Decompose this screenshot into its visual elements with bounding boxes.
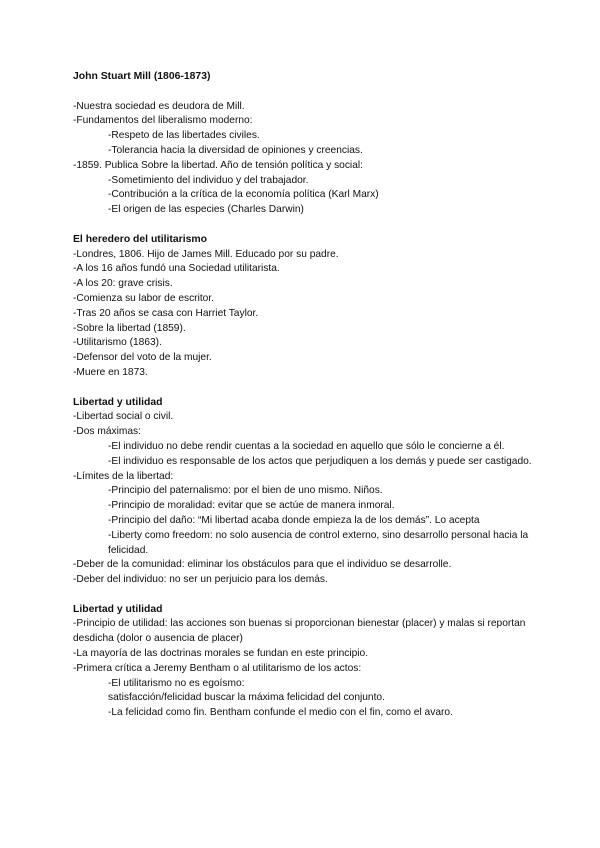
spacer	[73, 85, 533, 100]
libertad1-line-4: -El individuo es responsable de los actos que perjudiquen a los demás y puede ser castigado.	[108, 455, 532, 467]
intro-line-8: -El origen de las especies (Charles Darwin)	[108, 204, 304, 216]
heredero-line-8: -Defensor del voto de la mujer.	[73, 352, 212, 364]
section-heading-heredero: El heredero del utilitarismo	[73, 233, 207, 245]
libertad2-line-6: -La felicidad como fin. Bentham confunde el medio con el fin, como el avaro.	[108, 707, 453, 719]
libertad2-line-3: -Primera crítica a Jeremy Bentham o al utilitarismo de los actos:	[73, 662, 362, 674]
heredero-line-1: -Londres, 1806. Hijo de James Mill. Educado por su padre.	[73, 248, 339, 260]
spacer	[73, 381, 533, 396]
libertad1-line-8: -Principio del daño: “Mi libertad acaba donde empieza la de los demás”. Lo acepta	[108, 514, 480, 526]
libertad1-line-9: -Liberty como freedom: no solo ausencia de control externo, sino desarrollo personal hacia la felicidad.	[108, 529, 529, 556]
spacer	[73, 218, 533, 233]
libertad1-line-6: -Principio del paternalismo: por el bien de uno mismo. Niños.	[108, 485, 383, 497]
libertad2-line-2: -La mayoría de las doctrinas morales se fundan en este principio.	[73, 648, 369, 660]
heredero-line-4: -Comienza su labor de escritor.	[73, 292, 214, 304]
intro-line-7: -Contribución a la crítica de la economía política (Karl Marx)	[108, 189, 379, 201]
libertad1-line-11: -Deber del individuo: no ser un perjuicio para los demás.	[73, 574, 328, 586]
libertad1-line-7: -Principio de moralidad: evitar que se actúe de manera inmoral.	[108, 500, 395, 512]
intro-line-5: -1859. Publica Sobre la libertad. Año de tensión política y social:	[73, 159, 363, 171]
libertad1-line-10: -Deber de la comunidad: eliminar los obstáculos para que el individuo se desarrolle.	[73, 559, 452, 571]
libertad2-line-5: satisfacción/felicidad buscar la máxima felicidad del conjunto.	[108, 692, 385, 704]
intro-line-6: -Sometimiento del individuo y del trabajador.	[108, 174, 309, 186]
libertad1-line-2: -Dos máximas:	[73, 426, 141, 438]
heredero-line-3: -A los 20: grave crisis.	[73, 278, 173, 290]
libertad1-line-5: -Límites de la libertad:	[73, 470, 174, 482]
libertad1-line-1: -Libertad social o civil.	[73, 411, 174, 423]
heredero-line-5: -Tras 20 años se casa con Harriet Taylor.	[73, 307, 259, 319]
spacer	[73, 588, 533, 603]
intro-line-3: -Respeto de las libertades civiles.	[108, 130, 260, 142]
section-heading-libertad-1: Libertad y utilidad	[73, 396, 163, 408]
heredero-line-7: -Utilitarismo (1863).	[73, 337, 162, 349]
document-title: John Stuart Mill (1806-1873)	[73, 71, 211, 82]
intro-line-4: -Tolerancia hacia la diversidad de opiniones y creencias.	[108, 144, 363, 156]
intro-line-1: -Nuestra sociedad es deudora de Mill.	[73, 100, 245, 112]
intro-line-2: -Fundamentos del liberalismo moderno:	[73, 115, 253, 127]
heredero-line-6: -Sobre la libertad (1859).	[73, 322, 186, 334]
libertad2-line-4: -El utilitarismo no es egoísmo:	[108, 677, 245, 689]
libertad1-line-3: -El individuo no debe rendir cuentas a la sociedad en aquello que sólo le concierne a él.	[108, 440, 505, 452]
heredero-line-2: -A los 16 años fundó una Sociedad utilitarista.	[73, 263, 280, 275]
document-page	[73, 70, 533, 721]
libertad2-line-1: -Principio de utilidad: las acciones son buenas si proporcionan bienestar (placer) y malas si reportan desdicha (dolor o ausencia de placer)	[73, 618, 526, 645]
heredero-line-9: -Muere en 1873.	[73, 366, 148, 378]
section-heading-libertad-2: Libertad y utilidad	[73, 603, 163, 615]
